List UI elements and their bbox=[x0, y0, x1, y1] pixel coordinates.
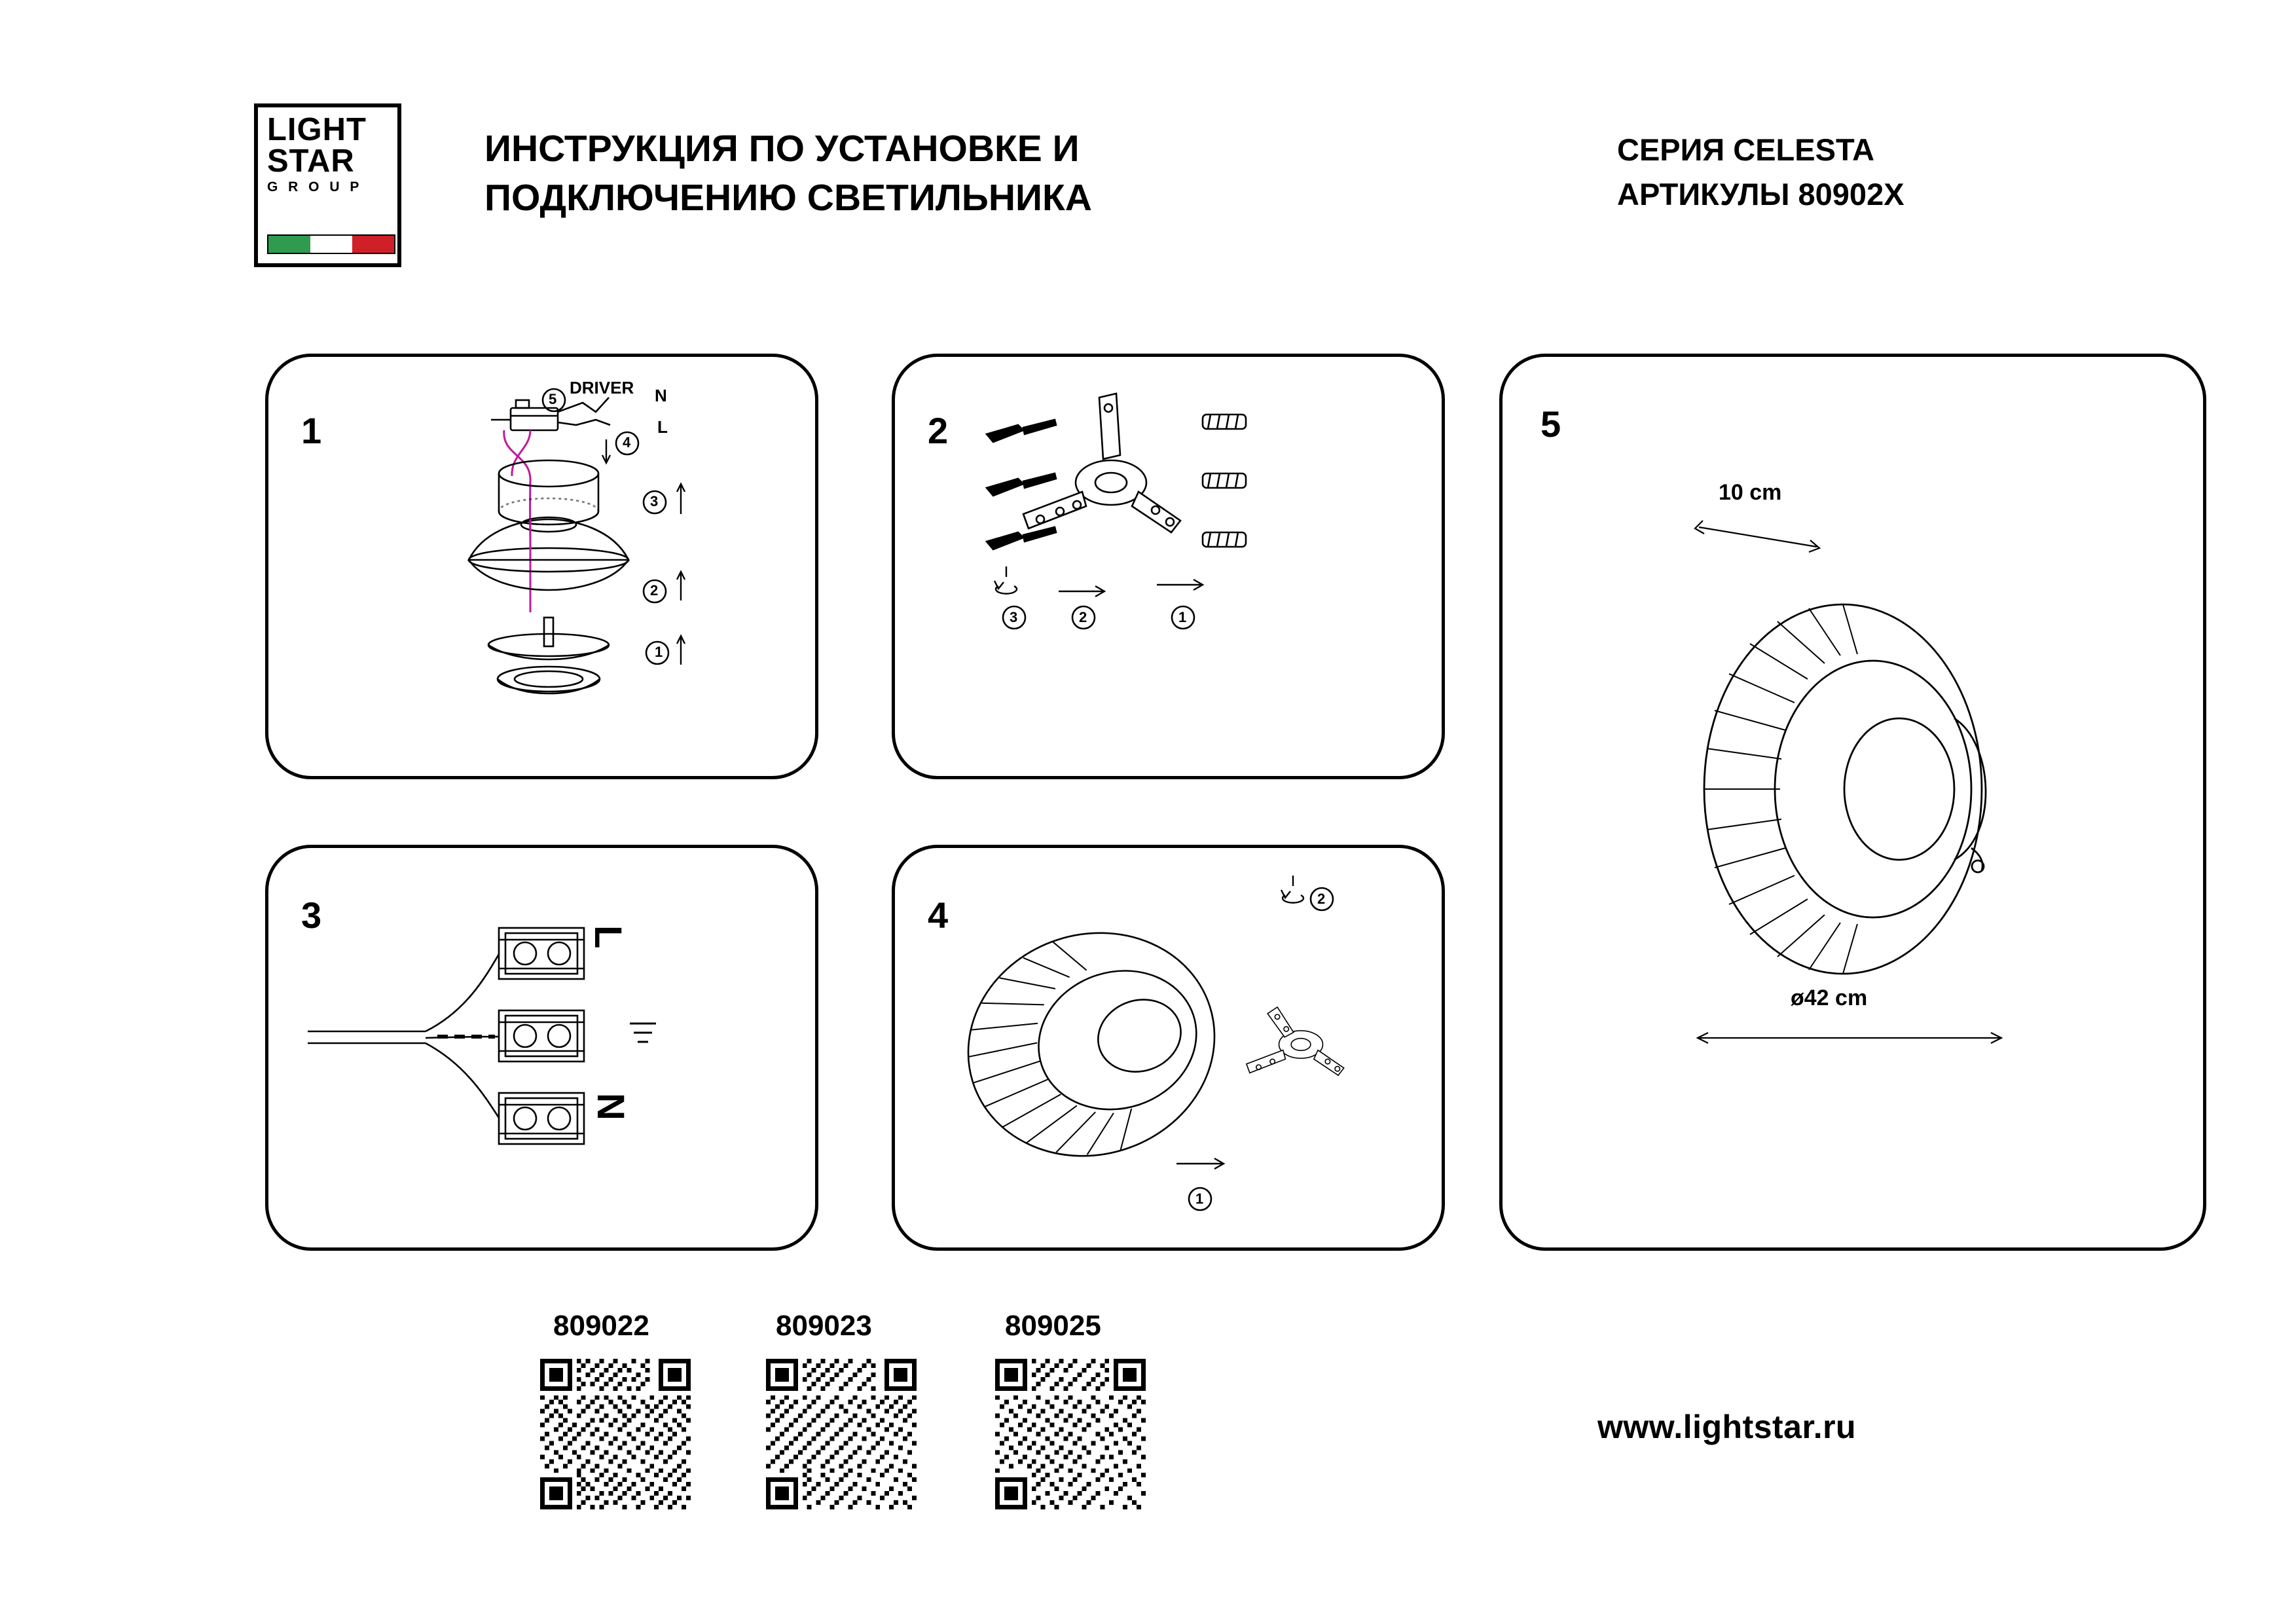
logo-line-1: LIGHT bbox=[267, 112, 367, 147]
page-title-line-2: ПОДКЛЮЧЕНИЮ СВЕТИЛЬНИКА bbox=[484, 177, 1092, 219]
page-title-line-1: ИНСТРУКЦИЯ ПО УСТАНОВКЕ И bbox=[484, 128, 1080, 170]
terminal-label-n: N bbox=[589, 1093, 632, 1120]
qr-code-809022 bbox=[540, 1359, 691, 1509]
step-panel-1 bbox=[265, 354, 818, 779]
step-number-3: 3 bbox=[301, 895, 322, 936]
series-info bbox=[1617, 128, 2206, 217]
callout-2: 2 bbox=[650, 582, 659, 599]
step-panel-5 bbox=[1499, 354, 2206, 1251]
callout-4: 4 bbox=[623, 434, 631, 451]
article-numbers: АРТИКУЛЫ 80902X bbox=[1617, 177, 1904, 212]
callout-2: 2 bbox=[1079, 609, 1087, 625]
brand-logo bbox=[254, 103, 401, 267]
logo-line-3: G R O U P bbox=[267, 179, 363, 195]
step-1-diagram bbox=[268, 357, 822, 783]
step-2-diagram bbox=[895, 357, 1448, 783]
logo-wordmark bbox=[267, 114, 398, 194]
website-url[interactable]: www.lightstar.ru bbox=[1597, 1409, 1857, 1445]
logo-line-2: STAR bbox=[267, 143, 355, 179]
step-panel-2 bbox=[892, 354, 1445, 779]
product-code-1: 809022 bbox=[553, 1310, 649, 1342]
diameter-dimension-label: ø42 cm bbox=[1791, 986, 1868, 1010]
page-title bbox=[484, 124, 1303, 223]
step-number-1: 1 bbox=[301, 410, 322, 451]
qr-code-809023 bbox=[766, 1359, 917, 1509]
callout-1: 1 bbox=[1178, 609, 1187, 625]
callout-1: 1 bbox=[655, 644, 663, 660]
terminal-label-l: L bbox=[587, 925, 629, 949]
step-5-diagram bbox=[1503, 357, 2210, 1254]
product-code-3: 809025 bbox=[1005, 1310, 1101, 1342]
step-3-diagram bbox=[268, 848, 822, 1254]
depth-dimension-label: 10 cm bbox=[1719, 480, 1782, 505]
step-panel-3 bbox=[265, 845, 818, 1251]
callout-5: 5 bbox=[549, 391, 557, 407]
callout-2: 2 bbox=[1317, 891, 1326, 907]
callout-3: 3 bbox=[1010, 609, 1018, 625]
step-number-4: 4 bbox=[928, 895, 949, 936]
series-name: СЕРИЯ CELESTA bbox=[1617, 132, 1875, 167]
qr-code-809025 bbox=[995, 1359, 1146, 1509]
italy-flag-icon bbox=[267, 234, 395, 254]
callout-1: 1 bbox=[1195, 1190, 1204, 1207]
step-4-diagram bbox=[895, 848, 1448, 1254]
step-number-2: 2 bbox=[928, 410, 949, 451]
product-code-2: 809023 bbox=[776, 1310, 872, 1342]
step-panel-4 bbox=[892, 845, 1445, 1251]
callout-3: 3 bbox=[650, 493, 659, 509]
wire-n-label: N bbox=[655, 386, 667, 405]
driver-label: DRIVER bbox=[570, 378, 634, 397]
step-number-5: 5 bbox=[1540, 403, 1561, 445]
wire-l-label: L bbox=[657, 417, 668, 437]
